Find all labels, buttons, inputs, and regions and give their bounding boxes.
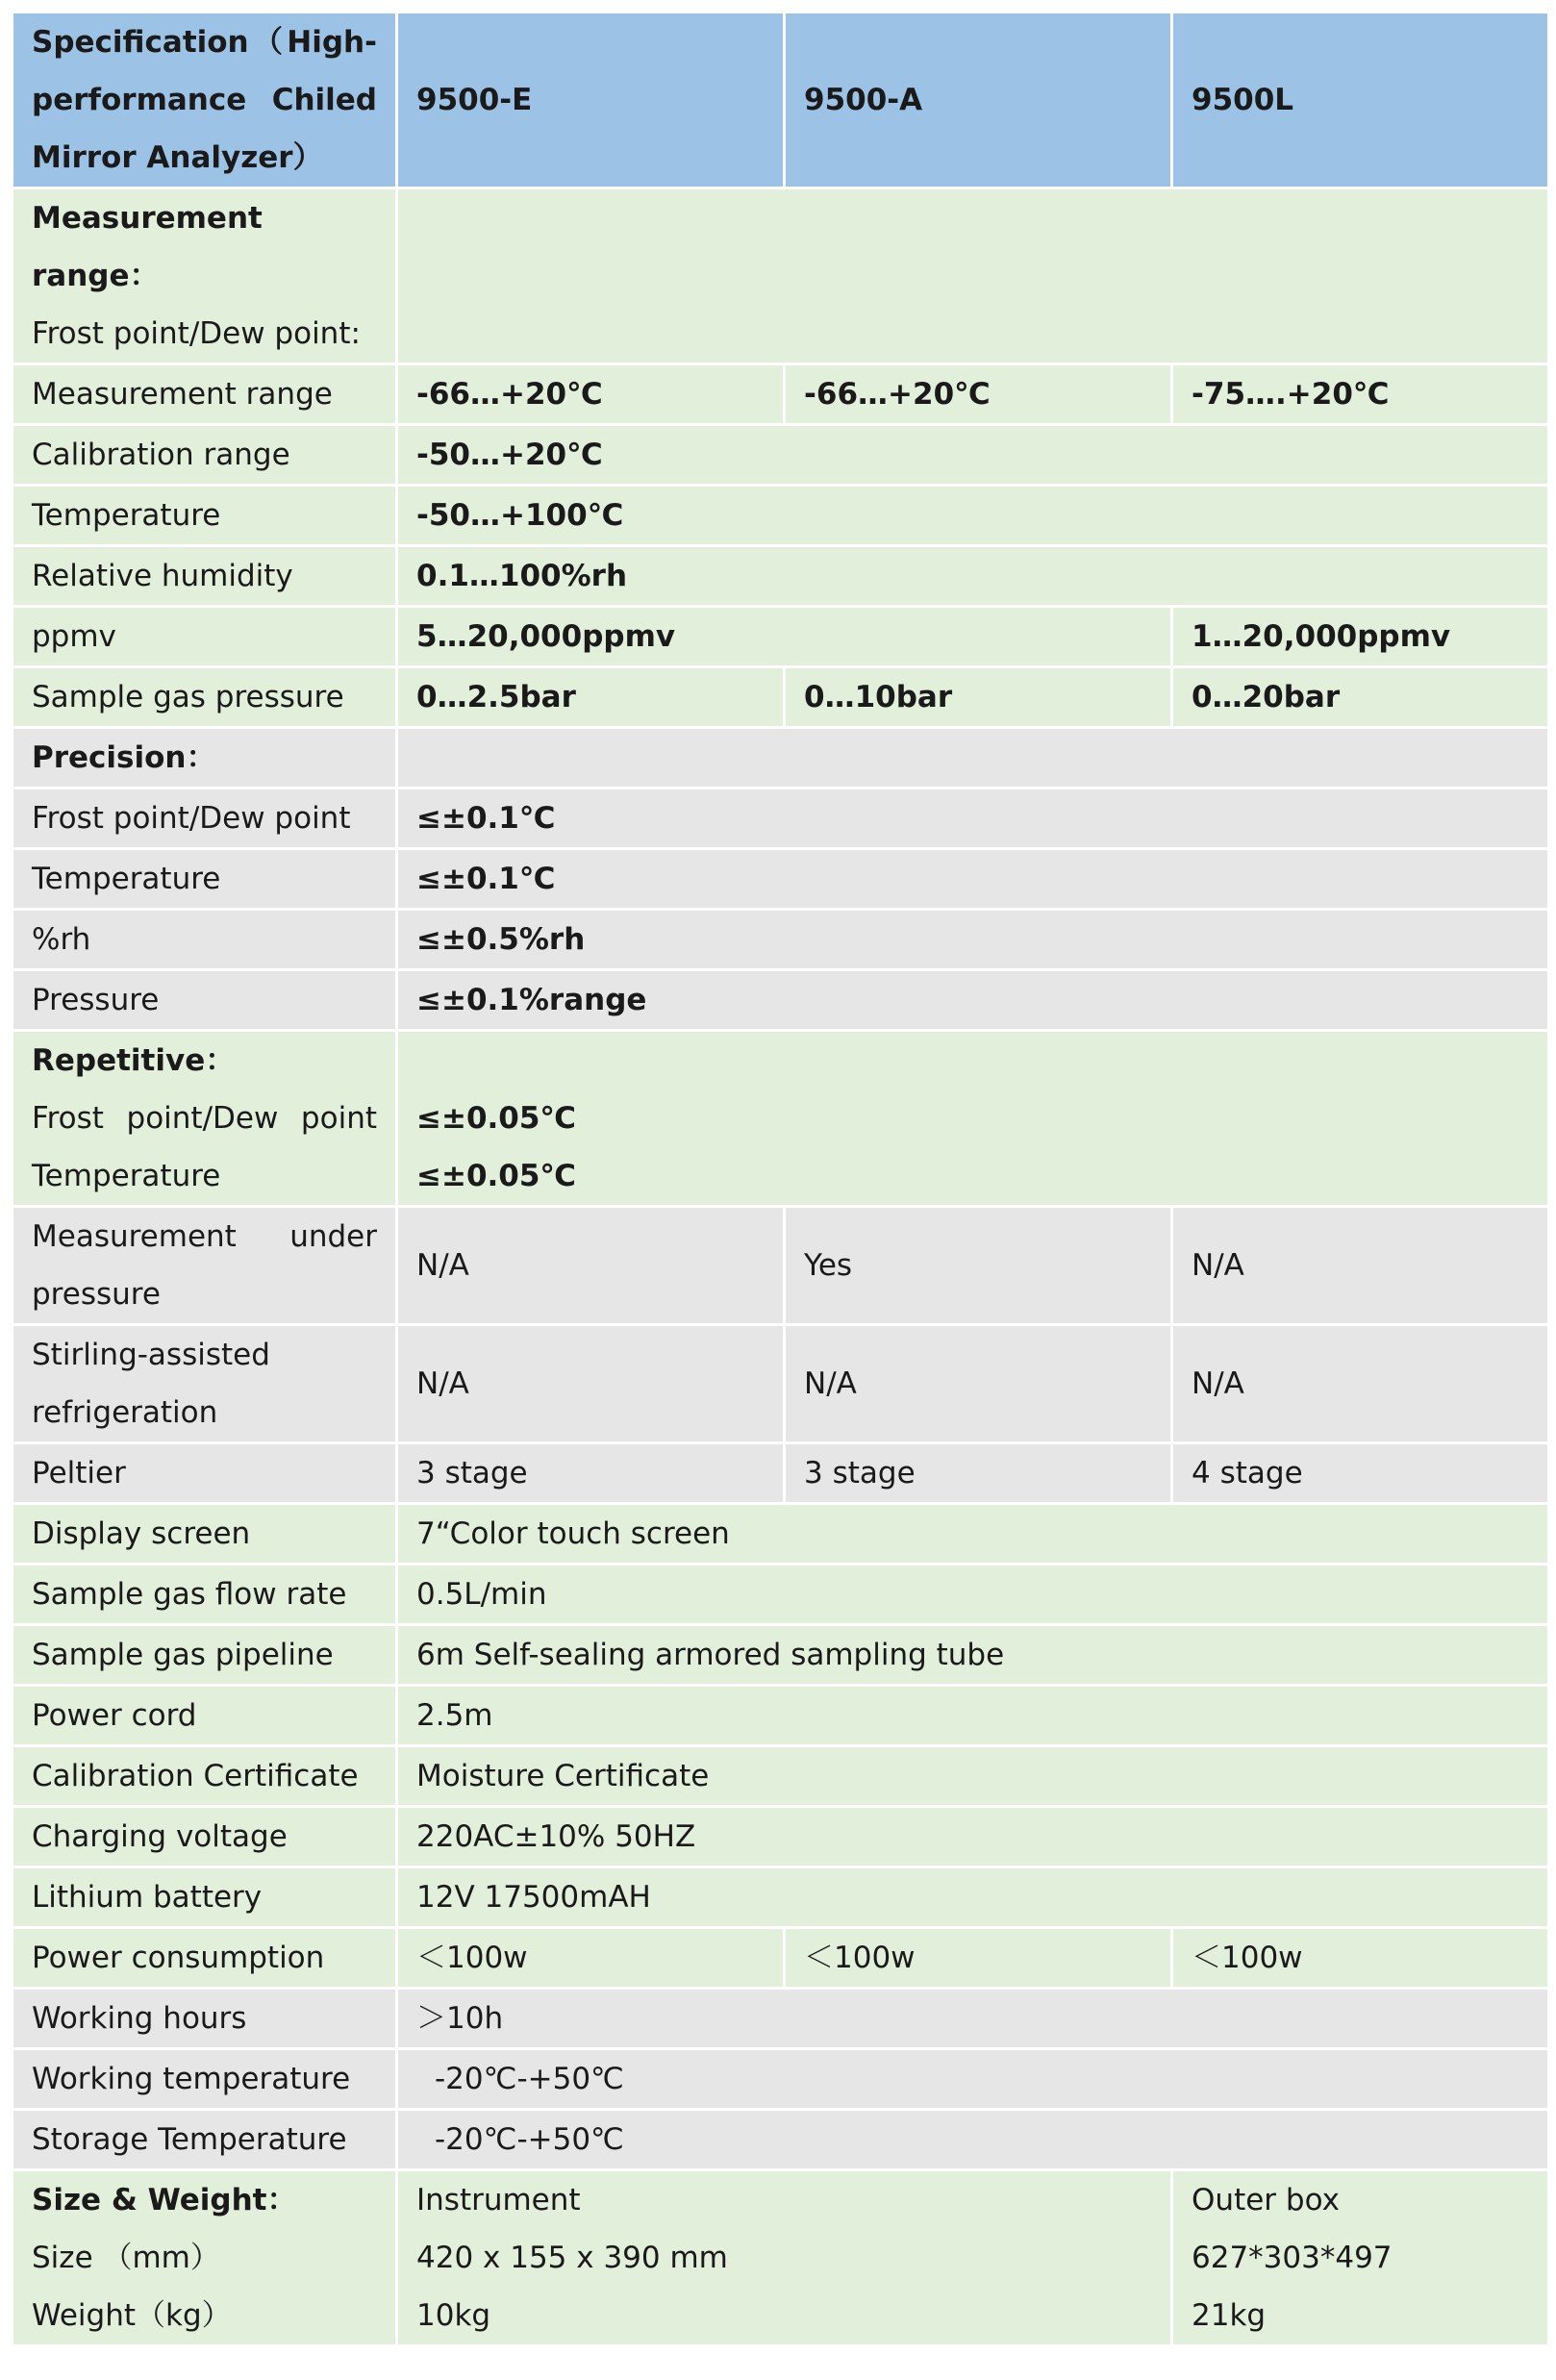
storage-temperature-value: -20℃-+50℃ <box>397 2110 1549 2170</box>
charging-voltage-value: 220AC±10% 50HZ <box>397 1807 1549 1867</box>
calibration-range-value: -50…+20℃ <box>397 425 1549 486</box>
mup-label-line-2: pressure <box>32 1277 161 1312</box>
precision-frost-dew-value: ≤±0.1℃ <box>397 789 1549 849</box>
stirling-label <box>13 1325 397 1443</box>
outer-box-size: 627*303*497 <box>1192 2241 1393 2275</box>
temperature-row <box>13 486 1549 546</box>
precision-row <box>13 789 1549 849</box>
general-row <box>13 1867 1549 1928</box>
power-consumption-label: Power consumption <box>13 1928 397 1989</box>
repetitive-value-cell <box>397 1031 1549 1207</box>
size-weight-label-cell <box>13 2170 397 2346</box>
calibration-certificate-label: Calibration Certificate <box>13 1746 397 1807</box>
instrument-cell <box>397 2170 1172 2346</box>
measurement-under-pressure-label <box>13 1207 397 1325</box>
peltier-row <box>13 1443 1549 1504</box>
empty-cell <box>397 728 1549 789</box>
measurement-range-9500e: -66…+20℃ <box>397 364 785 425</box>
flow-rate-label: Sample gas flow rate <box>13 1565 397 1625</box>
sample-gas-pressure-9500a: 0…10bar <box>785 667 1172 728</box>
relative-humidity-value: 0.1…100%rh <box>397 546 1549 607</box>
header-spec-line-2: performance Chiled <box>32 83 377 117</box>
header-spec-line-3: Mirror Analyzer） <box>32 140 323 175</box>
flow-rate-value: 0.5L/min <box>397 1565 1549 1625</box>
repetitive-temp-label: Temperature <box>32 1159 221 1193</box>
repetitive-frost-label: Frost point/Dew point <box>32 1101 377 1136</box>
header-row <box>13 13 1549 188</box>
storage-temperature-label: Storage Temperature <box>13 2110 397 2170</box>
measurement-section-cell <box>13 188 397 364</box>
peltier-9500a: 3 stage <box>785 1443 1172 1504</box>
stirling-label-line-1: Stirling-assisted <box>32 1338 270 1372</box>
sample-gas-pressure-9500e: 0…2.5bar <box>397 667 785 728</box>
stirling-9500e: N/A <box>397 1325 785 1443</box>
outer-box-weight: 21kg <box>1192 2298 1267 2333</box>
precision-temperature-value: ≤±0.1℃ <box>397 849 1549 910</box>
env-row <box>13 1989 1549 2049</box>
precision-section-row <box>13 728 1549 789</box>
precision-section-title: Precision： <box>13 728 397 789</box>
mup-9500e: N/A <box>397 1207 785 1325</box>
precision-pressure-label: Pressure <box>13 970 397 1031</box>
measurement-under-pressure-row <box>13 1207 1549 1325</box>
mup-label-line-1: Measurement under <box>32 1219 377 1254</box>
ppmv-row <box>13 607 1549 667</box>
temperature-value: -50…+100℃ <box>397 486 1549 546</box>
repetitive-frost-value: ≤±0.05℃ <box>416 1101 576 1136</box>
instrument-size: 420 x 155 x 390 mm <box>416 2241 728 2275</box>
spec-table <box>11 11 1550 2347</box>
power-cord-value: 2.5m <box>397 1686 1549 1746</box>
measurement-range-9500l: -75….+20℃ <box>1172 364 1549 425</box>
power-consumption-9500e: ＜100w <box>397 1928 785 1989</box>
precision-rh-value: ≤±0.5%rh <box>397 910 1549 970</box>
stirling-row <box>13 1325 1549 1443</box>
size-weight-row <box>13 2170 1549 2346</box>
display-screen-label: Display screen <box>13 1504 397 1565</box>
pipeline-value: 6m Self-sealing armored sampling tube <box>397 1625 1549 1686</box>
measurement-section-row <box>13 188 1549 364</box>
relative-humidity-row <box>13 546 1549 607</box>
general-row <box>13 1504 1549 1565</box>
calibration-range-row <box>13 425 1549 486</box>
stirling-9500a: N/A <box>785 1325 1172 1443</box>
power-consumption-9500l: ＜100w <box>1172 1928 1549 1989</box>
header-model-9500e: 9500-E <box>397 13 785 188</box>
sample-gas-pressure-9500l: 0…20bar <box>1172 667 1549 728</box>
lithium-battery-label: Lithium battery <box>13 1867 397 1928</box>
header-spec-line-1: Specification（High- <box>32 25 377 60</box>
precision-rh-label: %rh <box>13 910 397 970</box>
general-row <box>13 1807 1549 1867</box>
instrument-weight: 10kg <box>416 2298 491 2333</box>
general-row <box>13 1746 1549 1807</box>
repetitive-temp-value: ≤±0.05℃ <box>416 1159 576 1193</box>
general-row <box>13 1565 1549 1625</box>
mup-9500l: N/A <box>1172 1207 1549 1325</box>
power-consumption-9500a: ＜100w <box>785 1928 1172 1989</box>
measurement-range-label: Measurement range <box>13 364 397 425</box>
header-model-9500l: 9500L <box>1172 13 1549 188</box>
temperature-label: Temperature <box>13 486 397 546</box>
calibration-certificate-value: Moisture Certificate <box>397 1746 1549 1807</box>
weight-label: Weight（kg） <box>32 2298 232 2333</box>
size-weight-section-title: Size & Weight： <box>32 2183 297 2217</box>
pipeline-label: Sample gas pipeline <box>13 1625 397 1686</box>
repetitive-label-cell <box>13 1031 397 1207</box>
peltier-9500e: 3 stage <box>397 1443 785 1504</box>
precision-row <box>13 849 1549 910</box>
peltier-9500l: 4 stage <box>1172 1443 1549 1504</box>
sample-gas-pressure-row <box>13 667 1549 728</box>
precision-pressure-value: ≤±0.1%range <box>397 970 1549 1031</box>
stirling-9500l: N/A <box>1172 1325 1549 1443</box>
measurement-range-row <box>13 364 1549 425</box>
header-model-9500a: 9500-A <box>785 13 1172 188</box>
peltier-label: Peltier <box>13 1443 397 1504</box>
calibration-range-label: Calibration range <box>13 425 397 486</box>
ppmv-value-9500e-9500a: 5…20,000ppmv <box>397 607 1172 667</box>
repetitive-section-title: Repetitive： <box>32 1043 236 1078</box>
working-temperature-label: Working temperature <box>13 2049 397 2110</box>
charging-voltage-label: Charging voltage <box>13 1807 397 1867</box>
measurement-section-title: Measurement range： <box>32 201 263 293</box>
empty-cell <box>397 188 1549 364</box>
mup-9500a: Yes <box>785 1207 1172 1325</box>
env-row <box>13 2049 1549 2110</box>
outer-box-cell <box>1172 2170 1549 2346</box>
header-spec-cell <box>13 13 397 188</box>
precision-row <box>13 970 1549 1031</box>
relative-humidity-label: Relative humidity <box>13 546 397 607</box>
stirling-label-line-2: refrigeration <box>32 1395 218 1430</box>
precision-frost-dew-label: Frost point/Dew point <box>13 789 397 849</box>
outer-box-header: Outer box <box>1192 2183 1340 2217</box>
sample-gas-pressure-label: Sample gas pressure <box>13 667 397 728</box>
general-row <box>13 1625 1549 1686</box>
power-consumption-row <box>13 1928 1549 1989</box>
frost-dew-label: Frost point/Dew point: <box>32 316 361 351</box>
working-hours-value: ＞10h <box>397 1989 1549 2049</box>
display-screen-value: 7“Color touch screen <box>397 1504 1549 1565</box>
ppmv-label: ppmv <box>13 607 397 667</box>
ppmv-value-9500l: 1…20,000ppmv <box>1172 607 1549 667</box>
lithium-battery-value: 12V 17500mAH <box>397 1867 1549 1928</box>
power-cord-label: Power cord <box>13 1686 397 1746</box>
size-label: Size （mm） <box>32 2241 220 2275</box>
measurement-range-9500a: -66…+20℃ <box>785 364 1172 425</box>
working-temperature-value: -20℃-+50℃ <box>397 2049 1549 2110</box>
precision-temperature-label: Temperature <box>13 849 397 910</box>
repetitive-row <box>13 1031 1549 1207</box>
general-row <box>13 1686 1549 1746</box>
instrument-header: Instrument <box>416 2183 581 2217</box>
env-row <box>13 2110 1549 2170</box>
precision-row <box>13 910 1549 970</box>
working-hours-label: Working hours <box>13 1989 397 2049</box>
